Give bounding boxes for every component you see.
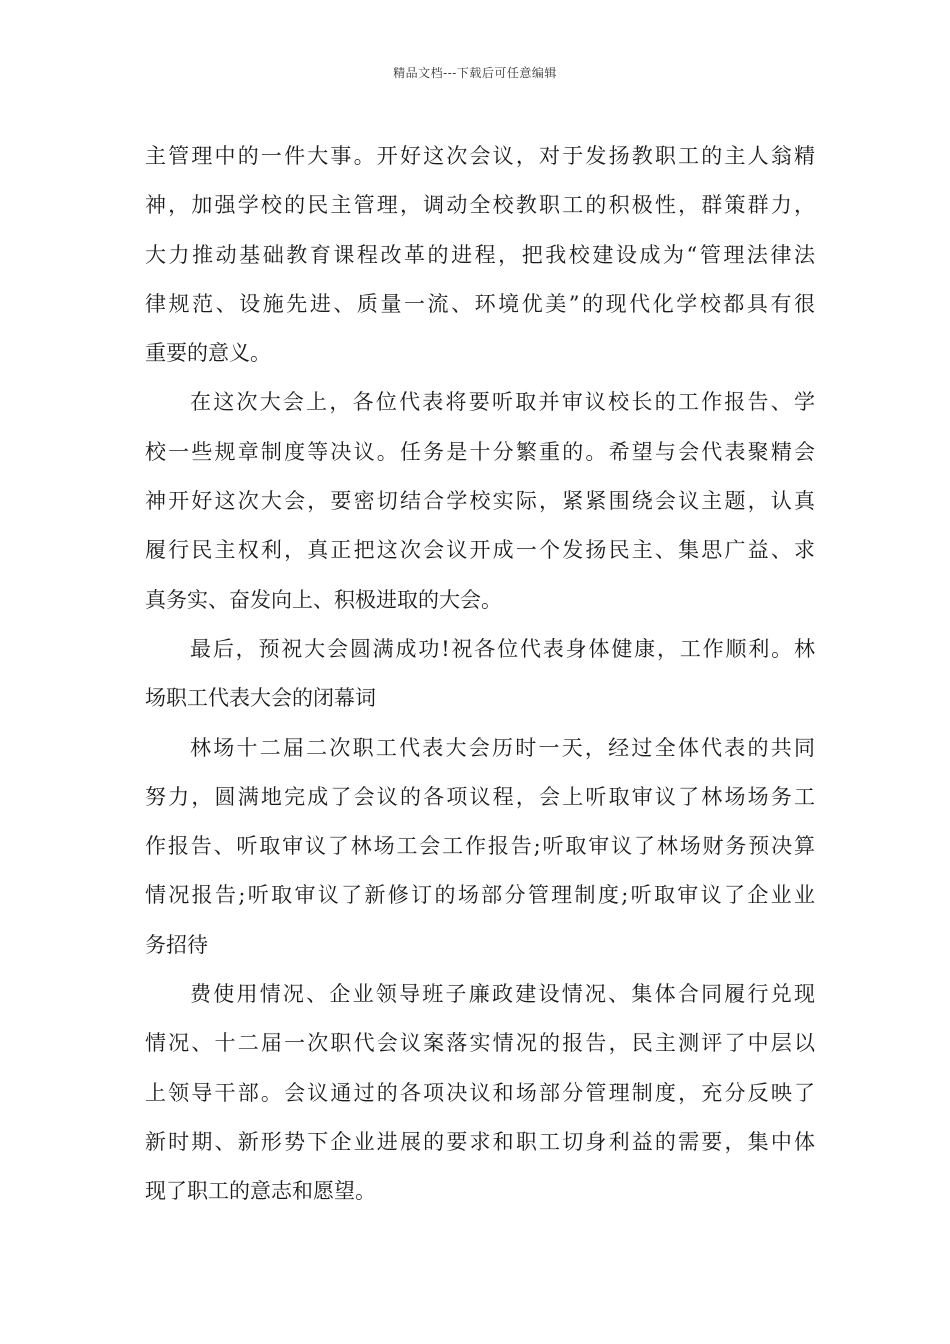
document-body [145, 132, 815, 1217]
text-line: 情况、十二届一次职代会议案落实情况的报告，民主测评了中层以 [145, 1031, 815, 1056]
text-line: 履行民主权利，真正把这次会议开成一个发扬民主、集思广益、求 [145, 538, 815, 563]
text-line: 神开好这次大会，要密切结合学校实际，紧紧围绕会议主题，认真 [145, 489, 815, 514]
text-line: 新时期、新形势下企业进展的要求和职工切身利益的需要，集中体 [145, 1129, 815, 1154]
text-line: 律规范、设施先进、质量一流、环境优美”的现代化学校都具有很 [145, 291, 815, 316]
text-line: 最后，预祝大会圆满成功!祝各位代表身体健康，工作顺利。林 [190, 636, 815, 661]
text-line: 费使用情况、企业领导班子廉政建设情况、集体合同履行兑现 [190, 982, 815, 1007]
text-line: 务招待 [145, 932, 208, 957]
text-line: 主管理中的一件大事。开好这次会议，对于发扬教职工的主人翁精 [145, 144, 815, 168]
text-line: 场职工代表大会的闭幕词 [145, 686, 376, 711]
text-line: 作报告、听取审议了林场工会工作报告;听取审议了林场财务预决算 [145, 834, 815, 859]
text-line: 真务实、奋发向上、积极进取的大会。 [145, 587, 502, 612]
text-line: 现了职工的意志和愿望。 [145, 1179, 376, 1204]
text-line: 林场十二届二次职工代表大会历时一天，经过全体代表的共同 [190, 735, 815, 760]
text-line: 神，加强学校的民主管理，调动全校教职工的积极性，群策群力， [145, 193, 815, 218]
text-line: 情况报告;听取审议了新修订的场部分管理制度;听取审议了企业业 [145, 883, 815, 908]
text-line: 重要的意义。 [145, 341, 271, 366]
text-line: 校一些规章制度等决议。任务是十分繁重的。希望与会代表聚精会 [145, 439, 815, 464]
text-line: 大力推动基础教育课程改革的进程，把我校建设成为“管理法律法 [145, 242, 815, 267]
text-line: 努力，圆满地完成了会议的各项议程，会上听取审议了林场场务工 [145, 784, 815, 809]
text-line: 上领导干部。会议通过的各项决议和场部分管理制度，充分反映了 [145, 1080, 815, 1105]
text-line: 在这次大会上，各位代表将要听取并审议校长的工作报告、学 [190, 390, 815, 415]
page-header: 精品文档---下载后可任意编辑 [393, 66, 557, 80]
